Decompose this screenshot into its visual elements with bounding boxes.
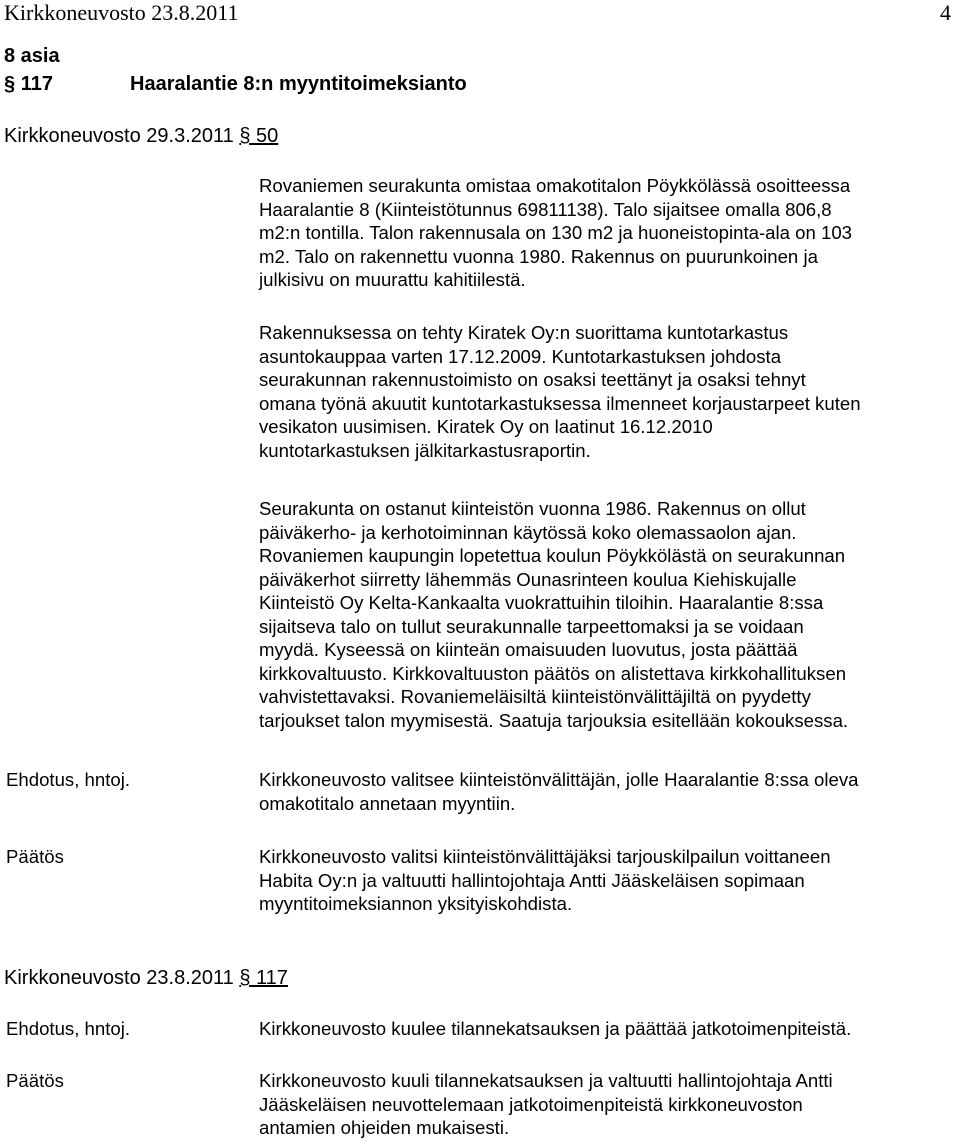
text-line: Rovaniemen seurakunta omistaa omakotitalon Pöykkölässä osoitteessa	[259, 175, 851, 196]
text-line: m2:n tontilla. Talon rakennusala on 130 m2 ja huoneistopinta-ala on 103	[259, 222, 853, 243]
paatos-label-2: Päätös	[6, 1070, 64, 1091]
item-section-number: § 117	[4, 73, 53, 95]
text-line: vahvistettavaksi. Rovaniemeläisiltä kiinteistönvälittäjiltä on pyydetty	[259, 686, 811, 707]
paragraph-3	[259, 497, 949, 732]
ehdotus-label-2: Ehdotus, hntoj.	[6, 1018, 131, 1039]
text-line: seurakunnan rakennustoimisto on osaksi teettänyt ja osaksi tehnyt	[259, 369, 806, 390]
text-line: myyntitoimeksiannon yksityiskohdista.	[259, 893, 573, 914]
item-title: Haaralantie 8:n myyntitoimeksianto	[130, 73, 467, 95]
text-line: myydä. Kyseessä on kiinteän omaisuuden luovutus, josta päättää	[259, 639, 798, 660]
paatos-label: Päätös	[6, 846, 64, 867]
prev-meeting-ref	[4, 124, 278, 148]
text-line: Kirkkoneuvosto kuulee tilannekatsauksen ja päättää jatkotoimenpiteistä.	[259, 1018, 852, 1039]
current-meeting-ref	[4, 966, 288, 990]
prev-meeting-link[interactable]: § 50	[239, 125, 279, 147]
current-meeting-link[interactable]: § 117	[239, 967, 288, 989]
text-line: kirkkovaltuusto. Kirkkovaltuuston päätös on alistettava kirkkohallituksen	[259, 662, 847, 684]
text-line: omana työnä akuutit kuntotarkastuksessa ilmenneet korjaustarpeet kuten	[259, 392, 861, 414]
item-number: 117	[20, 73, 53, 95]
text-line: vesikaton uusimisen. Kiratek Oy on laatinut 16.12.2010	[259, 416, 713, 437]
paragraph-2	[259, 321, 949, 462]
text-line: m2. Talo on rakennettu vuonna 1980. Rakennus on puurunkoinen ja	[259, 245, 818, 267]
header-title: Kirkkoneuvosto 23.8.2011	[4, 0, 239, 25]
text-line: Kirkkoneuvosto valitsi kiinteistönvälittäjäksi tarjouskilpailun voittaneen	[259, 846, 831, 867]
text-line: julkisivu on muurattu kahitiilestä.	[259, 269, 526, 290]
text-line: Kiinteistö Oy Kelta-Kankaalta vuokrattuihin tiloihin. Haaralantie 8:ssa	[259, 592, 824, 613]
paatos-text	[259, 845, 949, 916]
paatos-text-2	[259, 1069, 949, 1140]
text-line: Kirkkoneuvosto valitsee kiinteistönvälittäjän, jolle Haaralantie 8:ssa oleva	[259, 769, 859, 790]
text-line: tarjoukset talon myymisestä. Saatuja tarjouksia esitellään kokouksessa.	[259, 709, 849, 731]
page-number: 4	[940, 0, 951, 25]
ehdotus-text	[259, 768, 949, 815]
ehdotus-label: Ehdotus, hntoj.	[6, 769, 131, 790]
text-line: Seurakunta on ostanut kiinteistön vuonna 1986. Rakennus on ollut	[259, 498, 806, 519]
prev-meeting-name: Kirkkoneuvosto 29.3.2011	[4, 125, 234, 147]
text-line: Rakennuksessa on tehty Kiratek Oy:n suorittama kuntotarkastus	[259, 322, 789, 343]
current-meeting-name: Kirkkoneuvosto 23.8.2011	[4, 967, 234, 989]
text-line: sijaitseva talo on tullut seurakunnalle tarpeettomaksi ja se voidaan	[259, 615, 804, 637]
text-line: Kirkkoneuvosto kuuli tilannekatsauksen ja valtuutti hallintojohtaja Antti	[259, 1070, 833, 1091]
text-line: Habita Oy:n ja valtuutti hallintojohtaja Antti Jääskeläisen sopimaan	[259, 869, 805, 891]
text-line: päiväkerhot siirretty lähemmäs Ounasrinteen koulua Kiehiskujalle	[259, 568, 797, 590]
text-line: omakotitalo annetaan myyntiin.	[259, 792, 516, 814]
text-line: Haaralantie 8 (Kiinteistötunnus 69811138). Talo sijaitsee omalla 806,8	[259, 198, 832, 220]
paragraph-1	[259, 174, 949, 292]
text-line: asuntokauppaa varten 17.12.2009. Kuntotarkastuksen johdosta	[259, 345, 782, 367]
text-line: kuntotarkastuksen jälkitarkastusraportin.	[259, 439, 591, 461]
ehdotus-text-2	[259, 1017, 949, 1041]
text-line: päiväkerho- ja kerhotoiminnan käytössä koko olemassaolon ajan.	[259, 521, 797, 543]
item-asia: 8 asia	[4, 45, 60, 67]
text-line: Jääskeläisen neuvottelemaan jatkotoimenpiteistä kirkkoneuvoston	[259, 1093, 803, 1115]
text-line: Rovaniemen kaupungin lopetettua koulun Pöykkölästä on seurakunnan	[259, 545, 846, 566]
text-line: antamien ohjeiden mukaisesti.	[259, 1117, 510, 1138]
